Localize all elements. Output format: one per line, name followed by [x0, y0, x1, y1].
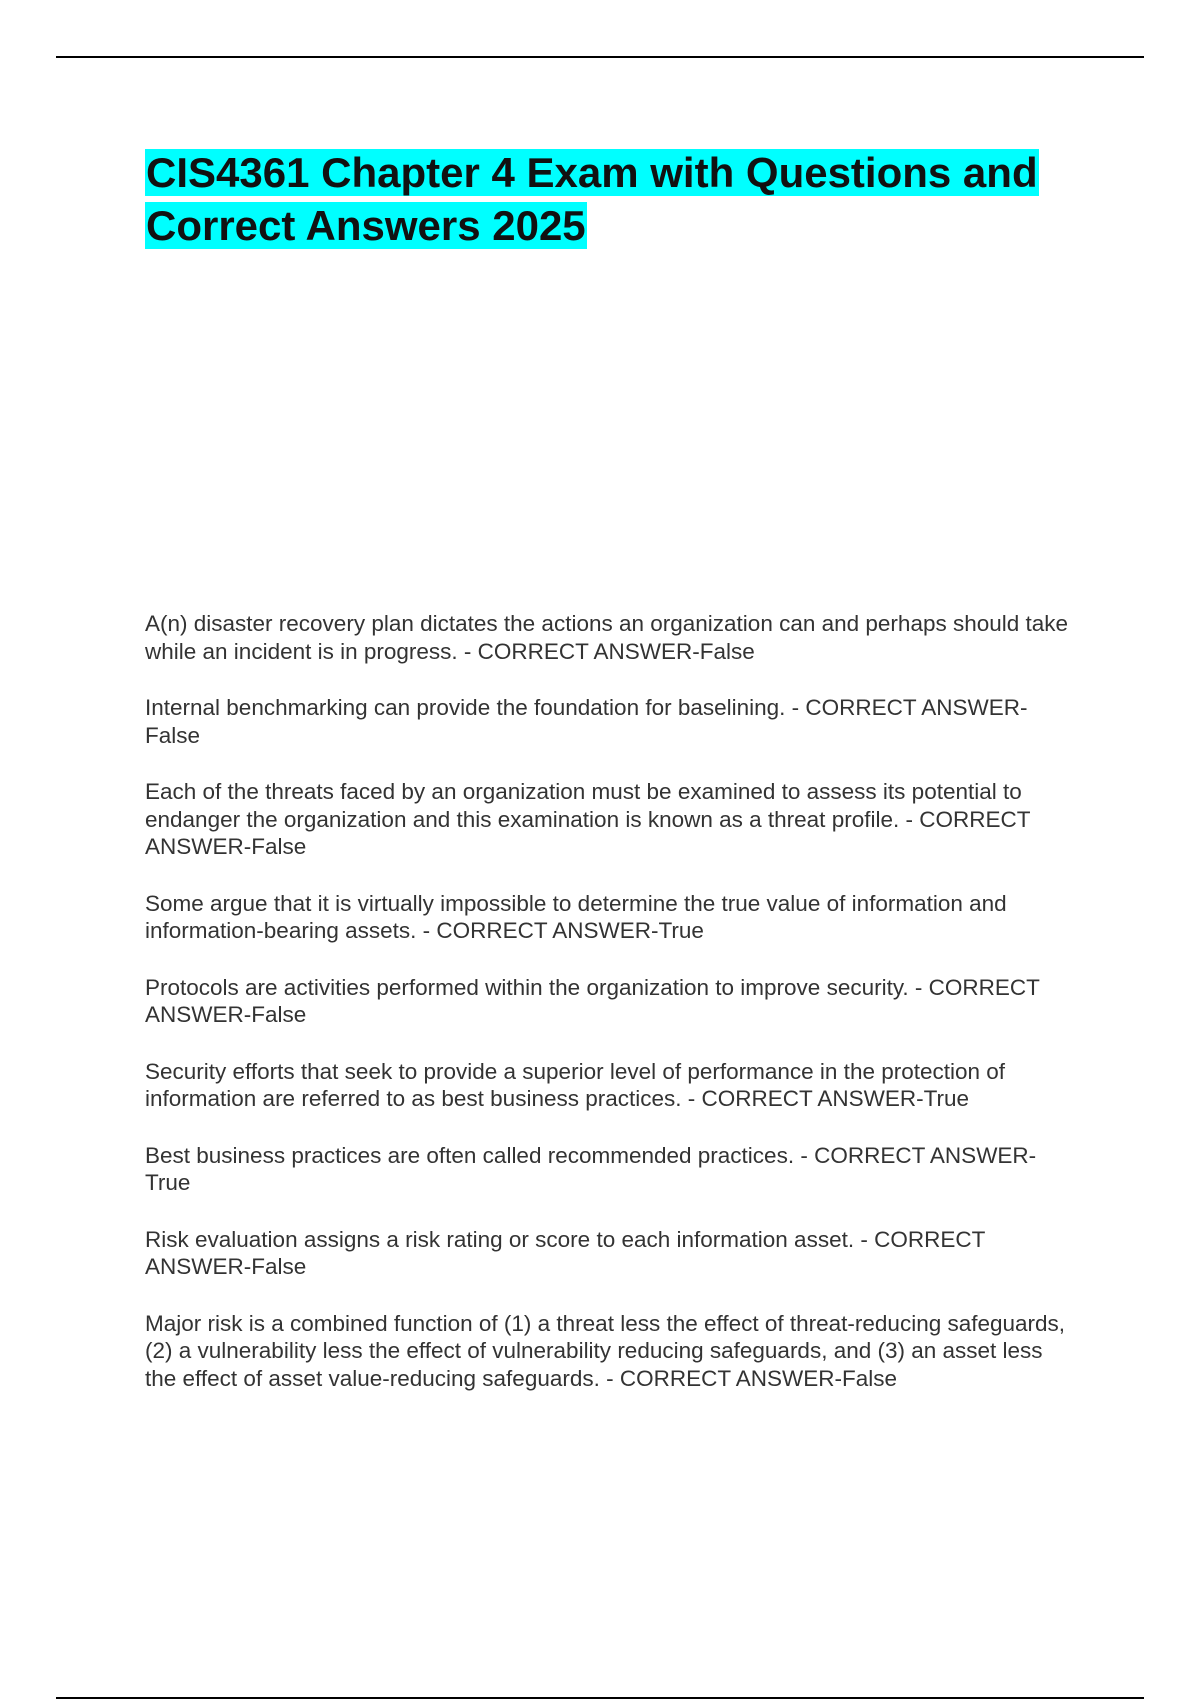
qa-answer: CORRECT ANSWER-True: [145, 1142, 1037, 1195]
qa-item: [145, 694, 1080, 749]
bottom-rule: [56, 1697, 1144, 1699]
qa-question: Security efforts that seek to provide a superior level of performance in the protection of information are referred to as best business practices. -: [145, 1059, 1005, 1112]
qa-question: Risk evaluation assigns a risk rating or score to each information asset. -: [145, 1227, 874, 1252]
qa-answer: CORRECT ANSWER-False: [145, 695, 1028, 748]
qa-answer: CORRECT ANSWER-False: [145, 974, 1040, 1027]
qa-question: Best business practices are often called recommended practices. -: [145, 1143, 814, 1168]
qa-list: [145, 610, 1080, 1421]
qa-answer: CORRECT ANSWER-False: [619, 1365, 897, 1391]
qa-answer: CORRECT ANSWER-False: [145, 806, 1031, 859]
qa-question: Each of the threats faced by an organization must be examined to assess its potential to endanger the organization and this examination is known as a threat profile. -: [145, 779, 1022, 832]
qa-item: [145, 610, 1080, 665]
qa-answer: CORRECT ANSWER-True: [701, 1086, 970, 1111]
qa-item: [145, 778, 1080, 861]
qa-item: [145, 1142, 1080, 1197]
qa-item: [145, 1058, 1080, 1113]
qa-question: Some argue that it is virtually impossible to determine the true value of information and information-bearing assets. -: [145, 891, 1007, 944]
qa-answer: CORRECT ANSWER-True: [436, 918, 704, 943]
qa-question: Major risk is a combined function of (1) a threat less the effect of threat-reducing safeguards, (2) a vulnerability less the effect of vulnerability reducing safeguards, and (3) an asset less the effect of asset value-reducing safeguards. -: [145, 1311, 1065, 1391]
qa-item: [145, 1310, 1080, 1393]
qa-question: Internal benchmarking can provide the foundation for baselining. -: [145, 695, 805, 720]
top-rule: [56, 56, 1144, 58]
qa-item: [145, 1226, 1080, 1281]
qa-item: [145, 890, 1080, 945]
document-title: [145, 146, 1085, 252]
qa-answer: CORRECT ANSWER-False: [477, 638, 755, 664]
document-title-text: CIS4361 Chapter 4 Exam with Questions and Correct Answers 2025: [146, 149, 1038, 249]
qa-question: A(n) disaster recovery plan dictates the actions an organization can and perhaps should take while an incident is in progress. -: [145, 611, 1068, 664]
qa-item: [145, 974, 1080, 1029]
qa-answer: CORRECT ANSWER-False: [145, 1226, 985, 1279]
qa-question: Protocols are activities performed within the organization to improve security. -: [145, 975, 929, 1000]
